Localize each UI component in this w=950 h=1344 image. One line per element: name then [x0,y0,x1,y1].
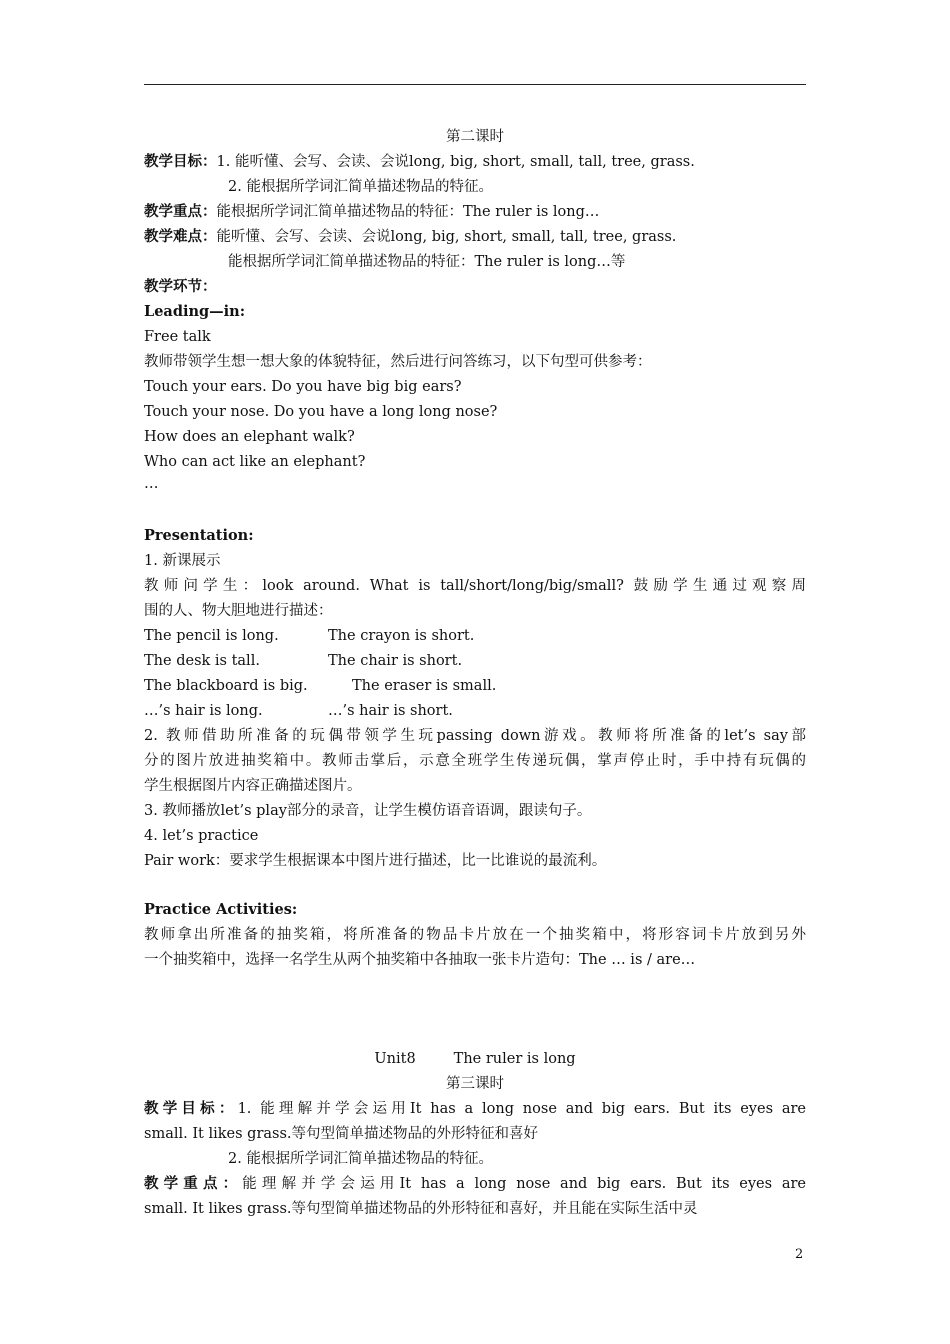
lesson2-key [144,200,806,224]
presentation-item-1: 1. 新课展示 [144,553,221,569]
header-rule [144,84,806,85]
lesson3-goal-1b: small. It likes grass.等句型简单描述物品的外形特征和喜好 [144,1126,539,1142]
unit-number: Unit8 [374,1051,416,1067]
key-label: 教学重点： [144,204,217,220]
sentence-row-4 [144,699,806,723]
practice-text-b: 一个抽奖箱中，选择一名学生从两个抽奖箱中各抽取一张卡片造句：The … is / are… [144,952,696,968]
lesson3-key [144,1172,806,1196]
question-2: Touch your nose. Do you have a long long nose? [144,404,498,420]
sentence-crayon: The crayon is short. [328,628,475,644]
free-talk: Free talk [144,329,211,345]
key-point: 能根据所学词汇简单描述物品的特征：The ruler is long… [216,204,600,220]
sentence-chair: The chair is short. [328,653,463,669]
question-4: Who can act like an elephant? [144,454,366,470]
sentence-desk: The desk is tall. [144,653,260,669]
sentence-eraser: The eraser is small. [352,678,497,694]
question-3: How does an elephant walk? [144,429,355,445]
sentence-hair-long: …’s hair is long. [144,703,263,719]
sentence-blackboard: The blackboard is big. [144,678,308,694]
lesson3-goal-1a: 1. 能理解并学会运用It has a long nose and big ears. But its eyes are [237,1101,806,1117]
question-1: Touch your ears. Do you have big big ears? [144,379,462,395]
unit-title [144,1047,806,1071]
presentation-item-1-text-a: 教师问学生：look around. What is tall/short/long/big/small? 鼓励学生通过观察周 [144,578,806,594]
lesson3-goals [144,1097,806,1121]
lesson2-goals [144,150,806,174]
sentence-row-1 [144,624,806,648]
goal-2: 2. 能根据所学词汇简单描述物品的特征。 [228,179,493,195]
leading-in-label: Leading—in: [144,303,246,320]
presentation-item-2-c: 学生根据图片内容正确描述图片。 [144,778,362,794]
difficult-label: 教学难点： [144,229,217,245]
lesson3-key-b: small. It likes grass.等句型简单描述物品的外形特征和喜好，并且能在实际生活中灵 [144,1201,698,1217]
page-number: 2 [795,1247,804,1262]
presentation-item-2-b: 分的图片放进抽奖箱中。教师击掌后，示意全班学生传递玩偶，掌声停止时，手中持有玩偶的 [144,753,806,769]
presentation-label: Presentation: [144,527,254,544]
pair-work: Pair work：要求学生根据课本中图片进行描述，比一比谁说的最流利。 [144,853,607,869]
unit-name: The ruler is long [453,1051,576,1067]
steps-label: 教学环节： [144,279,217,295]
lesson2-difficult [144,225,806,249]
presentation-item-4: 4. let’s practice [144,828,259,844]
lesson3-heading: 第三课时 [446,1076,504,1092]
leading-in-intro: 教师带领学生想一想大象的体貌特征，然后进行问答练习，以下句型可供参考： [144,354,652,370]
lesson3-goals-label: 教学目标： [144,1101,238,1117]
difficult-point-1: 能听懂、会写、会读、会说long, big, short, small, tall, tree, grass. [216,229,677,245]
goals-label: 教学目标： [144,154,217,170]
lesson3-key-a: 能理解并学会运用It has a long nose and big ears. But its eyes are [242,1176,806,1192]
sentence-row-2 [144,649,806,673]
lesson2-heading: 第二课时 [446,129,504,145]
presentation-item-2-a: 2. 教师借助所准备的玩偶带领学生玩passing down游戏。教师将所准备的let’s say部 [144,728,806,744]
presentation-item-3: 3. 教师播放let’s play部分的录音，让学生模仿语音语调，跟读句子。 [144,803,592,819]
sentence-row-3 [144,674,806,698]
sentence-hair-short: …’s hair is short. [328,703,453,719]
goal-1: 1. 能听懂、会写、会读、会说long, big, short, small, tall, tree, grass. [216,154,695,170]
practice-label: Practice Activities: [144,901,298,918]
sentence-pencil: The pencil is long. [144,628,279,644]
ellipsis: … [144,476,159,492]
difficult-point-2: 能根据所学词汇简单描述物品的特征：The ruler is long…等 [228,254,626,270]
practice-text-a: 教师拿出所准备的抽奖箱，将所准备的物品卡片放在一个抽奖箱中，将形容词卡片放到另外 [144,927,806,943]
lesson3-key-label: 教学重点： [144,1176,243,1192]
presentation-item-1-text-b: 围的人、物大胆地进行描述： [144,603,333,619]
lesson3-goal-2: 2. 能根据所学词汇简单描述物品的特征。 [228,1151,493,1167]
